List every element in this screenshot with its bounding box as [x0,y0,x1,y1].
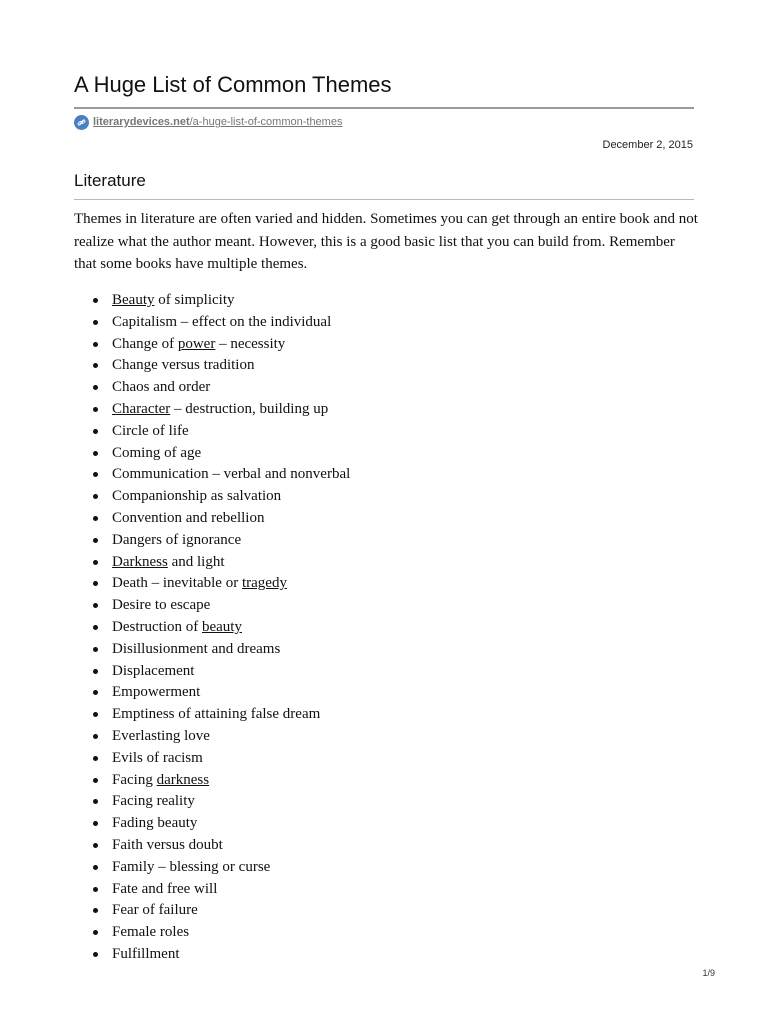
list-item [112,922,350,944]
list-item-link[interactable]: darkness [156,771,210,788]
list-item-link[interactable]: Character [112,400,171,417]
list-item-link[interactable]: power [177,335,216,352]
bullet-icon [93,865,98,870]
bullet-icon [93,756,98,761]
list-item-text: Convention and rebellion [112,509,265,526]
list-item [112,399,350,421]
bullet-icon [93,407,98,412]
list-item-text: Coming of age [112,444,202,461]
list-item [112,334,350,356]
source-link[interactable] [93,116,342,128]
bullet-icon [93,516,98,521]
list-item [112,770,350,792]
list-item-text: Facing reality [112,793,195,810]
list-item-text: Fading beauty [112,815,198,832]
bullet-icon [93,669,98,674]
bullet-icon [93,734,98,739]
link-icon [74,115,89,130]
list-item-text: Everlasting love [112,727,210,744]
list-item [112,944,350,966]
list-item [112,508,350,530]
list-item [112,573,350,595]
list-item-text: Family – blessing or curse [112,858,271,875]
title-divider [74,107,694,109]
source-line [74,112,342,132]
publish-date: December 2, 2015 [602,139,693,151]
list-item-text: Disillusionment and dreams [112,640,281,657]
list-item [112,312,350,334]
bullet-icon [93,603,98,608]
list-item-text: Female roles [112,924,190,941]
list-item [112,443,350,465]
list-item [112,835,350,857]
list-item [112,857,350,879]
bullet-icon [93,472,98,477]
bullet-icon [93,298,98,303]
bullet-icon [93,930,98,935]
list-item [112,661,350,683]
list-item [112,355,350,377]
bullet-icon [93,342,98,347]
list-item [112,682,350,704]
bullet-icon [93,690,98,695]
list-item-text: Companionship as salvation [112,488,282,505]
section-divider [74,199,694,200]
bullet-icon [93,429,98,434]
list-item-text: Death – inevitable or [112,575,242,592]
list-item [112,595,350,617]
bullet-icon [93,581,98,586]
bullet-icon [93,887,98,892]
list-item-text: of simplicity [154,292,235,308]
bullet-icon [93,363,98,368]
list-item [112,748,350,770]
list-item [112,530,350,552]
list-item [112,486,350,508]
list-item-text: Fate and free will [112,880,218,897]
list-item-text: Evils of racism [112,749,203,766]
bullet-icon [93,778,98,783]
source-domain: literarydevices.net [93,116,190,128]
bullet-icon [93,908,98,913]
bullet-icon [93,712,98,717]
list-item-text: – necessity [215,335,286,352]
list-item-text: Destruction of [112,618,202,635]
list-item [112,704,350,726]
list-item-text: Chaos and order [112,379,211,396]
list-item [112,617,350,639]
theme-list [112,290,350,966]
bullet-icon [93,385,98,390]
page-title: A Huge List of Common Themes [74,72,392,97]
bullet-icon [93,821,98,826]
bullet-icon [93,647,98,652]
list-item-text: Dangers of ignorance [112,531,242,548]
list-item-text: Fear of failure [112,902,198,919]
bullet-icon [93,451,98,456]
list-item-text: Fulfillment [112,945,180,962]
list-item-text: Emptiness of attaining false dream [112,706,321,723]
list-item-text: Change versus tradition [112,357,255,374]
list-item [112,552,350,574]
page-number: 1/9 [702,968,715,978]
list-item-text: Circle of life [112,422,189,439]
list-item [112,879,350,901]
source-path: /a-huge-list-of-common-themes [189,116,343,128]
list-item [112,791,350,813]
list-item-text: Change of [112,335,178,352]
bullet-icon [93,560,98,565]
list-item-text: – destruction, building up [170,400,329,417]
section-heading: Literature [74,171,146,190]
intro-paragraph: Themes in literature are often varied and hidden. Sometimes you can get through an entire book and not realize what the author meant. However, this is a good basic list that you can build from. Remember that some books have multiple themes. [74,211,698,272]
list-item-text: Capitalism – effect on the individual [112,313,332,330]
list-item-text: Faith versus doubt [112,836,223,853]
list-item [112,290,350,312]
bullet-icon [93,625,98,630]
bullet-icon [93,494,98,499]
list-item [112,639,350,661]
list-item [112,377,350,399]
bullet-icon [93,538,98,543]
list-item-text: Facing [112,771,157,788]
list-item-text: Desire to escape [112,597,211,614]
list-item-link[interactable]: Beauty [112,292,155,308]
list-item [112,421,350,443]
list-item-text: Communication – verbal and nonverbal [112,466,351,483]
list-item [112,464,350,486]
list-item [112,900,350,922]
bullet-icon [93,952,98,957]
bullet-icon [93,843,98,848]
list-item [112,726,350,748]
list-item-text: and light [167,553,225,570]
list-item-link[interactable]: beauty [201,618,242,635]
list-item-text: Empowerment [112,684,201,701]
list-item-text: Displacement [112,662,195,679]
bullet-icon [93,320,98,325]
bullet-icon [93,799,98,804]
list-item-link[interactable]: tragedy [241,575,287,592]
list-item [112,813,350,835]
list-item-link[interactable]: Darkness [112,553,168,570]
